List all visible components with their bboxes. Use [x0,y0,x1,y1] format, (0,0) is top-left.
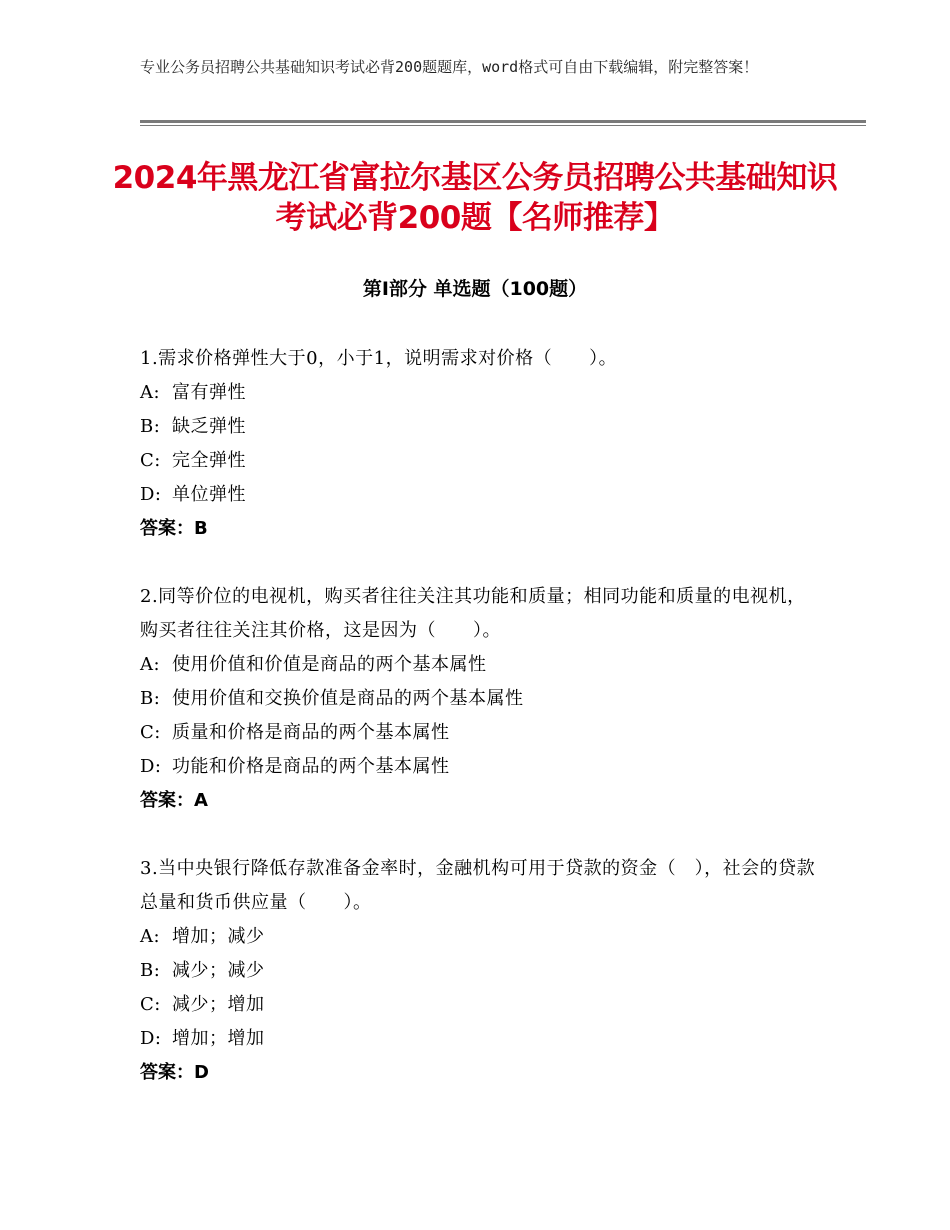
answer-label: 答案： [140,790,194,811]
question-stem: 2.同等价位的电视机，购买者往往关注其功能和质量；相同功能和质量的电视机，购买者往往关注其价格，这是因为（ ）。 [140,586,806,641]
option-b [140,954,820,988]
option-c [140,444,820,478]
answer-value: B [194,518,208,539]
section-heading: 第Ⅰ部分 单选题（100题） [362,278,588,300]
option-c [140,716,820,750]
option-letter: B: [140,960,161,981]
option-letter: C: [140,722,161,743]
option-letter: D: [140,484,162,505]
option-letter: B: [140,416,161,437]
option-c [140,988,820,1022]
option-a [140,376,820,410]
answer-line [140,1056,820,1090]
option-letter: D: [140,756,162,777]
option-text: 减少；增加 [172,994,265,1015]
document-title: 2024年黑龙江省富拉尔基区公务员招聘公共基础知识考试必背200题【名师推荐】 [112,160,838,236]
option-a [140,920,820,954]
option-d [140,478,820,512]
option-text: 减少；减少 [172,960,265,981]
option-b [140,682,820,716]
question-1 [140,342,820,546]
option-text: 增加；增加 [172,1028,265,1049]
header-divider-thin [140,125,866,126]
option-text: 富有弹性 [172,382,246,403]
option-text: 功能和价格是商品的两个基本属性 [172,756,450,777]
option-text: 使用价值和交换价值是商品的两个基本属性 [172,688,524,709]
answer-label: 答案： [140,1062,194,1083]
option-letter: C: [140,994,161,1015]
option-text: 完全弹性 [172,450,246,471]
option-text: 质量和价格是商品的两个基本属性 [172,722,450,743]
question-3 [140,852,820,1090]
question-2 [140,580,820,818]
question-stem: 3.当中央银行降低存款准备金率时，金融机构可用于贷款的资金（ ），社会的贷款总量和货币供应量（ ）。 [140,858,816,913]
question-list [140,342,820,1124]
header-divider-thick [140,120,866,123]
answer-value: A [194,790,208,811]
option-letter: D: [140,1028,162,1049]
option-letter: C: [140,450,161,471]
option-letter: A: [140,926,161,947]
answer-line [140,784,820,818]
answer-label: 答案： [140,518,194,539]
option-b [140,410,820,444]
question-stem: 1.需求价格弹性大于0，小于1，说明需求对价格（ ）。 [140,348,618,369]
option-text: 增加；减少 [172,926,265,947]
answer-line [140,512,820,546]
option-letter: A: [140,654,161,675]
option-text: 使用价值和价值是商品的两个基本属性 [172,654,487,675]
option-d [140,1022,820,1056]
header-note: 专业公务员招聘公共基础知识考试必背200题题库，word格式可自由下载编辑，附完整答案！ [140,58,759,76]
option-letter: A: [140,382,161,403]
answer-value: D [194,1062,209,1083]
option-text: 单位弹性 [172,484,246,505]
option-text: 缺乏弹性 [172,416,246,437]
option-letter: B: [140,688,161,709]
option-d [140,750,820,784]
option-a [140,648,820,682]
